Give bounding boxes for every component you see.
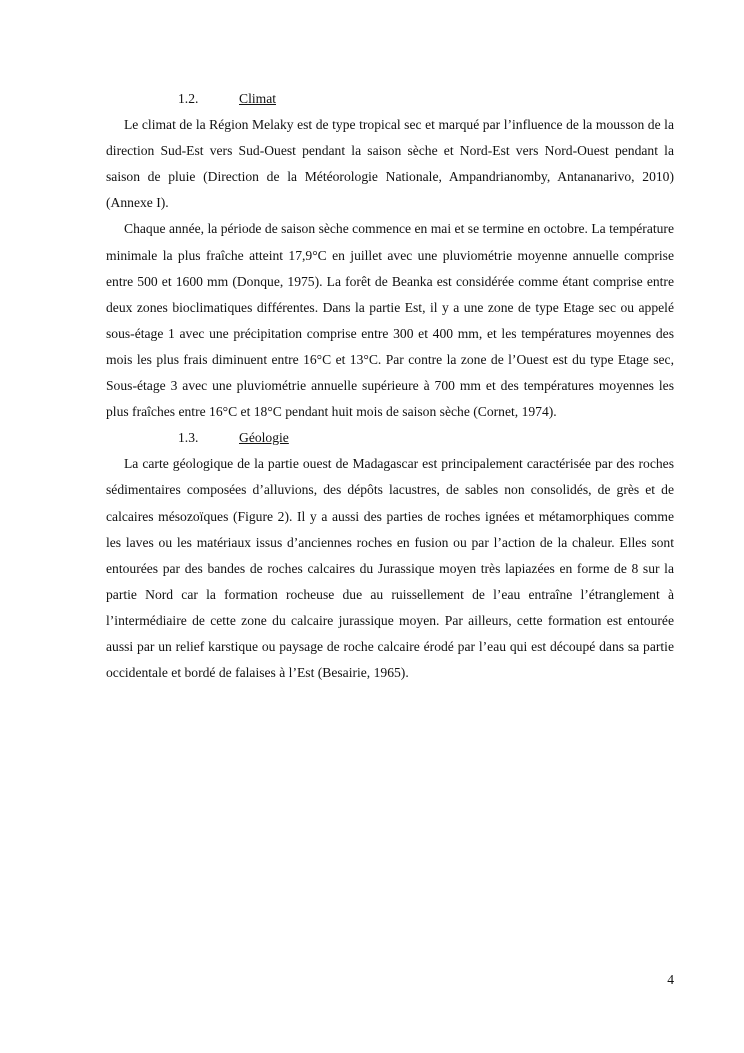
section-title: Climat: [239, 91, 277, 106]
paragraph: Chaque année, la période de saison sèche commence en mai et se termine en octobre. La température minimale la plus fraîche atteint 17,9°C en juillet avec une pluviométrie moyenne annuelle comprise entre 500 et 1600 mm (Donque, 1975). La forêt de Beanka est considérée comme étant comprise entre deux zones bioclimatiques différentes. Dans la partie Est, il y a une zone de type Etage sec ou appelé sous-étage 1 avec une précipitation comprise entre 300 et 400 mm, et les températures moyennes des mois les plus frais diminuent entre 16°C et 13°C. Par contre la zone de l’Ouest est du type Etage sec, Sous-étage 3 avec une pluviométrie annuelle supérieure à 700 mm et des températures moyennes les plus fraîches entre 16°C et 18°C pendant huit mois de saison sèche (Cornet, 1974).: [106, 221, 674, 420]
section-number: 1.3.: [178, 430, 199, 446]
paragraph: La carte géologique de la partie ouest de Madagascar est principalement caractérisée par des roches sédimentaires composées d’alluvions, des dépôts lacustres, de sables non consolidés, de grès et de calcaires mésozoïques (Figure 2). Il y a aussi des parties de roches ignées et métamorphiques comme les laves ou les matériaux issus d’anciennes roches en fusion ou par l’action de la chaleur. Elles sont entourées par des bandes de roches calcaires du Jurassique moyen très lapiazées en forme de 8 sur la partie Nord car la formation rocheuse due au ruissellement de l’eau entraîne l’étranglement à l’intermédiaire de cette zone du calcaire jurassique moyen. Par ailleurs, cette formation est entourée aussi par un relief karstique ou paysage de roche calcaire érodé par l’eau qui est découpé dans sa partie occidentale et bordé de falaises à l’Est (Besairie, 1965).: [106, 456, 674, 681]
page-body: [106, 86, 674, 686]
section-heading-climat: [106, 86, 674, 112]
paragraph: Le climat de la Région Melaky est de type tropical sec et marqué par l’influence de la mousson de la direction Sud-Est vers Sud-Ouest pendant la saison sèche et Nord-Est vers Nord-Ouest pendant la saison de pluie (Direction de la Météorologie Nationale, Ampandrianomby, Antananarivo, 2010) (Annexe I).: [106, 117, 674, 211]
page-number: 4: [667, 972, 674, 987]
section-heading-geologie: [106, 425, 674, 451]
section-number: 1.2.: [178, 91, 199, 106]
section-title: Géologie: [239, 430, 289, 446]
